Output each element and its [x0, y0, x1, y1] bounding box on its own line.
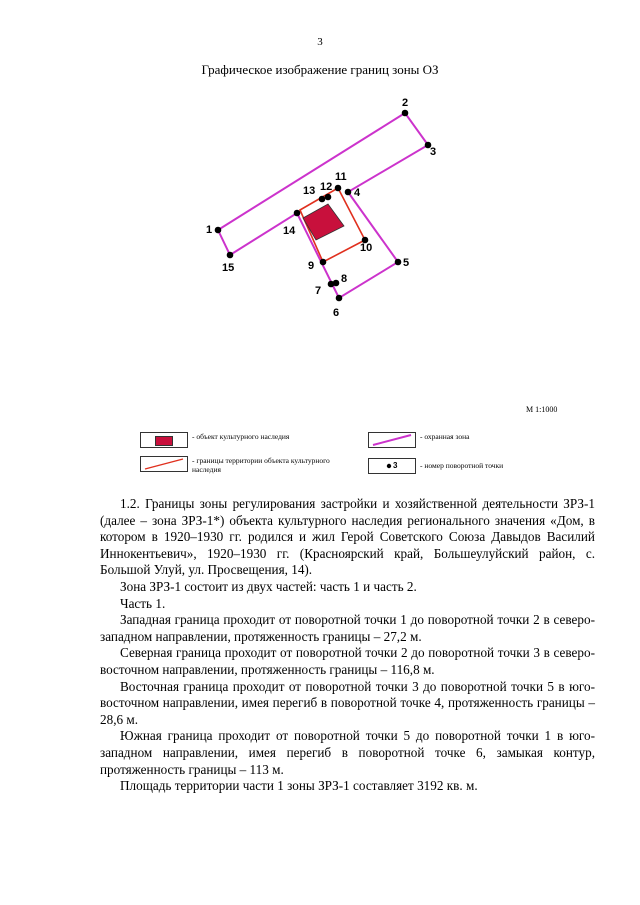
page-number: 3 — [317, 36, 323, 48]
point-label-10: 10 — [360, 242, 373, 254]
paragraph-north-border: Северная граница проходит от поворотной точки 2 до поворотной точки 3 в северо-восточном направлении, протяженность границы – 116,8 м. — [100, 645, 595, 677]
point-label-1: 1 — [206, 224, 213, 236]
territory-border-swatch — [140, 456, 188, 472]
protection-zone-swatch — [368, 432, 416, 448]
paragraph-part-heading: Часть 1. — [120, 595, 166, 611]
legend-territory-border — [140, 456, 340, 474]
point-label-13: 13 — [303, 185, 316, 197]
heritage-object-building — [303, 204, 344, 240]
point-label-2: 2 — [402, 97, 409, 109]
point-label-5: 5 — [403, 257, 410, 269]
legend-heritage-object — [140, 432, 330, 448]
point-label-8: 8 — [341, 273, 348, 285]
map-scale: М 1:1000 — [526, 405, 558, 414]
point-marker — [395, 259, 402, 266]
point-label-11: 11 — [335, 171, 347, 183]
boundary-plan — [0, 0, 640, 400]
legend-point-number-text: - номер поворотной точки — [420, 461, 504, 470]
paragraph-zone-parts: Зона ЗРЗ-1 состоит из двух частей: часть 1 и часть 2. — [120, 578, 417, 594]
point-number-swatch — [368, 458, 416, 474]
point-marker — [319, 196, 326, 203]
point-marker — [320, 259, 327, 266]
point-marker — [215, 227, 222, 234]
point-marker — [336, 295, 343, 302]
point-label-9: 9 — [308, 260, 315, 272]
point-label-12: 12 — [320, 181, 333, 193]
paragraph-south-border: Южная граница проходит от поворотной точки 5 до поворотной точки 1 в юго-западном направлении, имея перегиб в поворотной точке 6, замыкая контур, протяженность границы – 113 м. — [100, 728, 595, 777]
point-marker — [325, 194, 332, 201]
point-marker — [294, 210, 301, 217]
paragraph-zone-definition: 1.2. Границы зоны регулирования застройки и хозяйственной деятельности ЗРЗ-1 (далее – зона ЗРЗ-1*) объекта культурного наследия регионального значения «Дом, в котором в 1920–1930 гг. родился и жил Герой Советского Союза Давыдов Василий Иннокентьевич», 1920–1930 гг. (Красноярский край, Большеулуйский район, с. Большой Улуй, ул. Просвещения, 14). — [100, 496, 595, 578]
point-label-3: 3 — [430, 146, 437, 158]
legend-point-number — [368, 458, 538, 474]
paragraph-area: Площадь территории части 1 зоны ЗРЗ-1 составляет 3192 кв. м. — [120, 778, 478, 794]
point-marker — [402, 110, 409, 117]
point-marker — [335, 185, 342, 192]
point-marker — [345, 189, 352, 196]
paragraph-east-border: Восточная граница проходит от поворотной точки 3 до поворотной точки 5 в юго-восточном направлении, имея перегиб в поворотной точке 4, протяженность границы – 28,6 м. — [100, 678, 595, 727]
point-label-4: 4 — [354, 187, 361, 199]
legend-protection-zone — [368, 432, 528, 448]
point-label-15: 15 — [222, 262, 235, 274]
point-symbol-digit: 3 — [393, 461, 398, 470]
paragraph-west-border: Западная граница проходит от поворотной точки 1 до поворотной точки 2 в северо-западном направлении, протяженность границы – 27,2 м. — [100, 612, 595, 644]
turning-points — [215, 110, 432, 302]
point-label-14: 14 — [283, 225, 296, 237]
protection-zone-outline — [218, 113, 428, 298]
legend-territory-border-text: - границы территории объекта культурного наследия — [192, 456, 330, 474]
document-text — [100, 496, 595, 795]
point-label-6: 6 — [333, 307, 340, 319]
legend-protection-zone-text: - охранная зона — [420, 432, 470, 441]
point-marker — [333, 280, 340, 287]
legend-heritage-object-text: - объект культурного наследия — [192, 432, 290, 441]
point-label-7: 7 — [315, 285, 322, 297]
point-marker — [227, 252, 234, 259]
legend — [140, 426, 530, 478]
heritage-object-swatch — [140, 432, 188, 448]
map-title: Графическое изображение границ зоны ОЗ — [201, 62, 439, 77]
